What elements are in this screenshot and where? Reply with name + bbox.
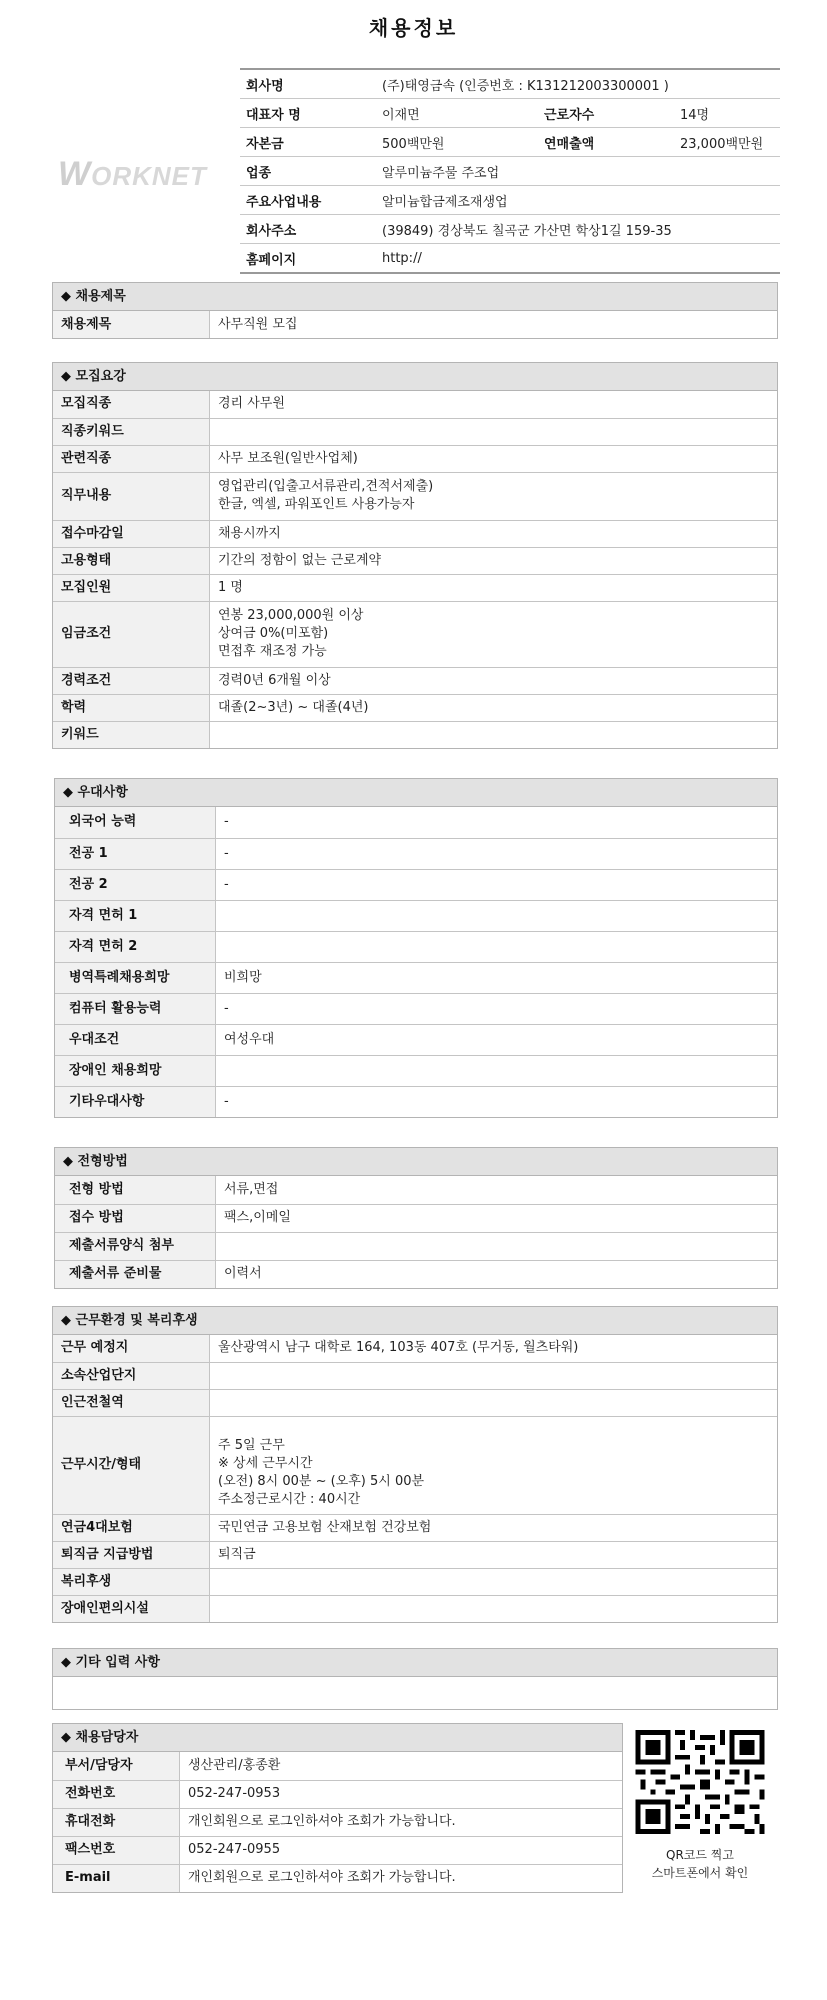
row-value: 경력0년 6개월 이상 bbox=[210, 667, 778, 694]
row-label: 전형 방법 bbox=[55, 1176, 216, 1204]
row-value: 개인회원으로 로그인하셔야 조회가 가능합니다. bbox=[180, 1808, 623, 1836]
row-label: 연금4대보험 bbox=[53, 1514, 210, 1541]
row-label: 소속산업단지 bbox=[53, 1362, 210, 1389]
row-label: 근무시간/형태 bbox=[53, 1416, 210, 1514]
selection-table bbox=[55, 1176, 777, 1288]
row-label: 접수마감일 bbox=[53, 520, 210, 547]
ceo-value: 이재면 bbox=[376, 99, 538, 128]
row-label: 고용형태 bbox=[53, 547, 210, 574]
row-value: - bbox=[216, 1086, 778, 1117]
row-value: 채용시까지 bbox=[210, 520, 778, 547]
employees-label: 근로자수 bbox=[538, 99, 674, 128]
recruit-table bbox=[53, 391, 777, 748]
row-label: 전공 1 bbox=[55, 838, 216, 869]
row-value bbox=[210, 1362, 778, 1389]
section-header: ◆ 채용제목 bbox=[53, 283, 777, 311]
row-label: 임금조건 bbox=[53, 601, 210, 667]
row-label: 전공 2 bbox=[55, 869, 216, 900]
address-value: (39849) 경상북도 칠곡군 가산면 학상1길 159-35 bbox=[376, 215, 780, 244]
row-value bbox=[216, 900, 778, 931]
row-value: 사무 보조원(일반사업체) bbox=[210, 445, 778, 472]
business-label: 주요사업내용 bbox=[240, 186, 376, 215]
preference-section bbox=[54, 778, 778, 1118]
recruit-section bbox=[52, 362, 778, 749]
row-label: 자격 면허 2 bbox=[55, 931, 216, 962]
row-value: 울산광역시 남구 대학로 164, 103동 407호 (무거동, 월츠타워) bbox=[218, 1340, 579, 1356]
company-name-value: (주)태영금속 (인증번호 : K131212003300001 ) bbox=[376, 69, 780, 99]
row-label: 제출서류 준비물 bbox=[55, 1260, 216, 1288]
row-value bbox=[216, 931, 778, 962]
row-value: 대졸(2~3년) ~ 대졸(4년) bbox=[210, 694, 778, 721]
homepage-label: 홈페이지 bbox=[240, 244, 376, 274]
capital-label: 자본금 bbox=[240, 128, 376, 157]
job-title-table bbox=[53, 311, 777, 338]
row-label: 제출서류양식 첨부 bbox=[55, 1232, 216, 1260]
row-label: 장애인 채용희망 bbox=[55, 1055, 216, 1086]
homepage-link[interactable]: http:// bbox=[376, 244, 780, 274]
row-value: - bbox=[216, 869, 778, 900]
section-header: ◆ 기타 입력 사항 bbox=[53, 1649, 777, 1677]
row-label: 접수 방법 bbox=[55, 1204, 216, 1232]
row-value: 경리 사무원 bbox=[218, 396, 285, 412]
employees-value: 14명 bbox=[674, 99, 780, 128]
row-label: 기타우대사항 bbox=[55, 1086, 216, 1117]
row-label: 경력조건 bbox=[53, 667, 210, 694]
section-header: ◆ 우대사항 bbox=[55, 779, 777, 807]
company-info-table bbox=[240, 68, 780, 274]
row-label: 관련직종 bbox=[53, 445, 210, 472]
preference-table bbox=[55, 807, 777, 1117]
contact-section bbox=[52, 1723, 623, 1893]
row-label: 부서/담당자 bbox=[53, 1752, 180, 1780]
qr-caption-line2: 스마트폰에서 확인 bbox=[651, 1866, 749, 1880]
row-value bbox=[216, 1232, 778, 1260]
row-value: 기간의 정함이 없는 근로계약 bbox=[210, 547, 778, 574]
sales-label: 연매출액 bbox=[538, 128, 674, 157]
row-value: 개인회원으로 로그인하셔야 조회가 가능합니다. bbox=[180, 1864, 623, 1892]
row-value: 이력서 bbox=[216, 1260, 778, 1288]
row-value: 연봉 23,000,000원 이상 상여금 0%(미포함) 면접후 재조정 가능 bbox=[210, 601, 778, 667]
row-label: 우대조건 bbox=[55, 1024, 216, 1055]
contact-table bbox=[53, 1752, 622, 1892]
row-label: 외국어 능력 bbox=[55, 807, 216, 838]
row-value: 여성우대 bbox=[216, 1024, 778, 1055]
row-label: 퇴직금 지급방법 bbox=[53, 1541, 210, 1568]
address-label: 회사주소 bbox=[240, 215, 376, 244]
row-value bbox=[216, 1055, 778, 1086]
row-value bbox=[210, 1595, 778, 1622]
row-label: 컴퓨터 활용능력 bbox=[55, 993, 216, 1024]
row-label: 근무 예정지 bbox=[53, 1335, 210, 1362]
row-label: 직무내용 bbox=[53, 472, 210, 520]
row-label: 채용제목 bbox=[53, 311, 210, 338]
row-label: 자격 면허 1 bbox=[55, 900, 216, 931]
section-header: ◆ 모집요강 bbox=[53, 363, 777, 391]
row-label: 모집직종 bbox=[53, 391, 210, 418]
business-value: 알미늄합금제조재생업 bbox=[376, 186, 780, 215]
row-label: 모집인원 bbox=[53, 574, 210, 601]
row-value bbox=[210, 1389, 778, 1416]
row-label: 휴대전화 bbox=[53, 1808, 180, 1836]
worknet-logo: WORKNET bbox=[58, 155, 207, 193]
row-label: 키워드 bbox=[53, 721, 210, 748]
row-value: 팩스,이메일 bbox=[216, 1204, 778, 1232]
row-value: 영업관리(입출고서류관리,견적서제출) 한글, 엑셀, 파워포인트 사용가능자 bbox=[210, 472, 778, 520]
row-label: 팩스번호 bbox=[53, 1836, 180, 1864]
row-label: 인근전철역 bbox=[53, 1389, 210, 1416]
row-label: 학력 bbox=[53, 694, 210, 721]
row-label: 직종키워드 bbox=[53, 418, 210, 445]
row-value: 주 5일 근무 ※ 상세 근무시간 (오전) 8시 00분 ~ (오후) 5시 00분 주소정근로시간 : 40시간 bbox=[210, 1416, 778, 1514]
row-value: 1 명 bbox=[210, 574, 778, 601]
industry-label: 업종 bbox=[240, 157, 376, 186]
workenv-section bbox=[52, 1306, 778, 1623]
other-value bbox=[53, 1677, 777, 1709]
row-value bbox=[210, 721, 778, 748]
qr-caption-line1: QR코드 찍고 bbox=[666, 1848, 734, 1862]
page-title: 채용정보 bbox=[368, 16, 459, 40]
workenv-table bbox=[53, 1335, 777, 1622]
section-header: ◆ 채용담당자 bbox=[53, 1724, 622, 1752]
row-value: 사무직원 모집 bbox=[218, 316, 298, 332]
capital-value: 500백만원 bbox=[376, 128, 538, 157]
row-value: 비희망 bbox=[216, 962, 778, 993]
row-label: 전화번호 bbox=[53, 1780, 180, 1808]
section-header: ◆ 근무환경 및 복리후생 bbox=[53, 1307, 777, 1335]
qr-caption bbox=[620, 1846, 780, 1882]
job-title-section bbox=[52, 282, 778, 339]
row-value: - bbox=[216, 993, 778, 1024]
row-value bbox=[210, 418, 778, 445]
row-value: - bbox=[224, 814, 229, 830]
fax-value: 052-247-0955 bbox=[180, 1836, 623, 1864]
row-value bbox=[210, 1568, 778, 1595]
ceo-label: 대표자 명 bbox=[240, 99, 376, 128]
row-value: 서류,면접 bbox=[224, 1181, 279, 1197]
selection-section bbox=[54, 1147, 778, 1289]
row-label: 복리후생 bbox=[53, 1568, 210, 1595]
row-value: 퇴직금 bbox=[210, 1541, 778, 1568]
other-section bbox=[52, 1648, 778, 1710]
row-value: 국민연금 고용보험 산재보험 건강보험 bbox=[210, 1514, 778, 1541]
section-header: ◆ 전형방법 bbox=[55, 1148, 777, 1176]
row-label: E-mail bbox=[53, 1864, 180, 1892]
sales-value: 23,000백만원 bbox=[674, 128, 780, 157]
qr-code-icon[interactable] bbox=[635, 1730, 765, 1834]
row-label: 병역특례채용희망 bbox=[55, 962, 216, 993]
industry-value: 알루미늄주물 주조업 bbox=[376, 157, 780, 186]
row-label: 장애인편의시설 bbox=[53, 1595, 210, 1622]
phone-value: 052-247-0953 bbox=[180, 1780, 623, 1808]
row-value: - bbox=[216, 838, 778, 869]
company-name-label: 회사명 bbox=[240, 69, 376, 99]
row-value: 생산관리/홍종환 bbox=[188, 1757, 281, 1773]
